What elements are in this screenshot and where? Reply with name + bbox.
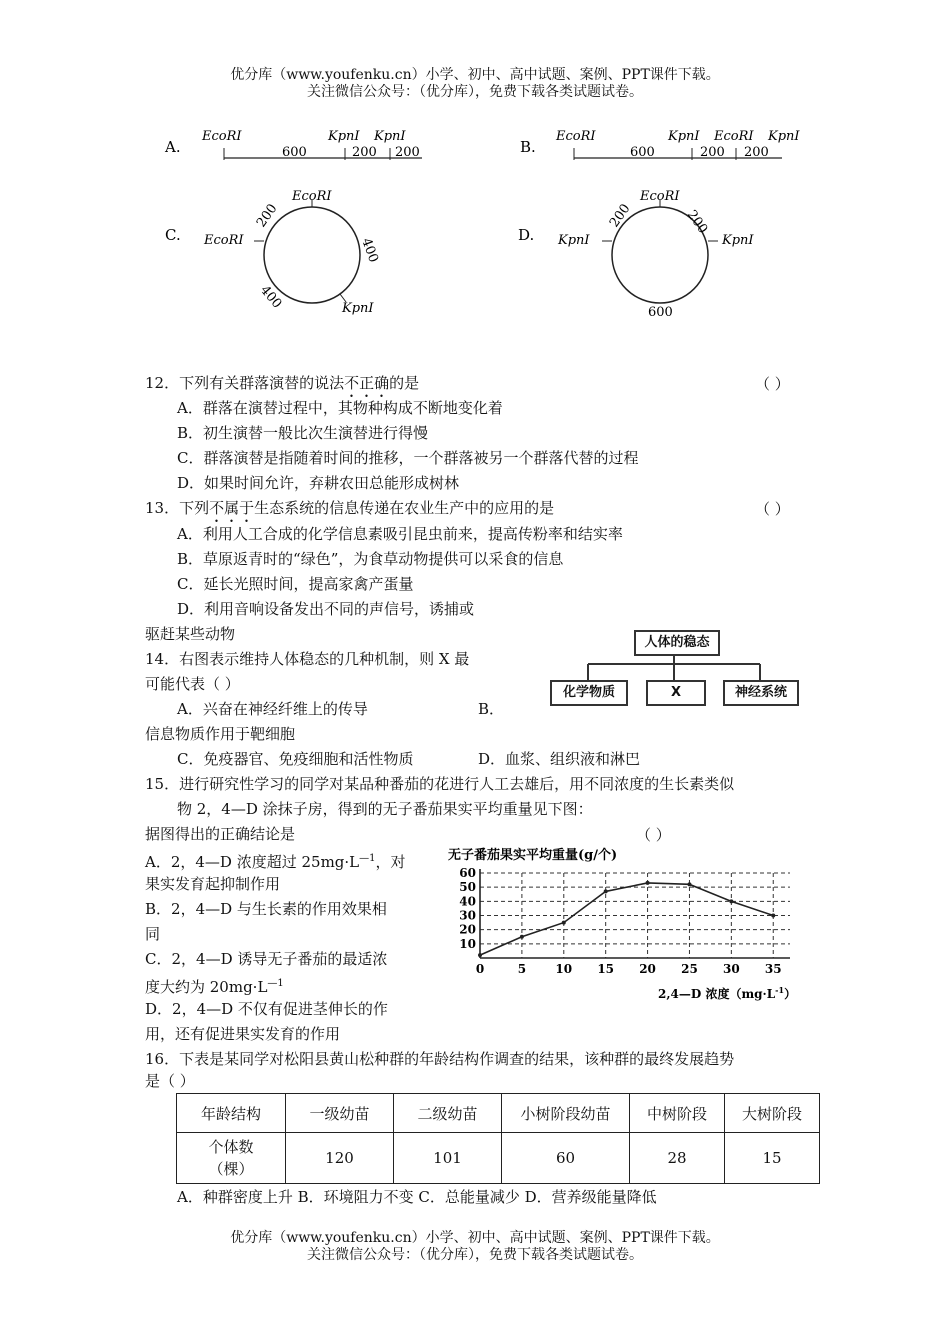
tomato-weight-chart <box>440 843 810 1005</box>
q15-option-d-1: D．2，4—D 不仅有促进茎伸长的作 <box>145 1000 388 1018</box>
map-c-kpni: KpnI <box>342 301 374 316</box>
q13-paren: （ ） <box>755 500 790 518</box>
map-a-kpni-2: KpnI <box>374 129 406 144</box>
map-c-len-400-right: 400 <box>358 236 381 265</box>
table-header: 一级幼苗 <box>286 1094 394 1133</box>
map-b-ecori-1: EcoRI <box>556 129 596 144</box>
map-d-ecori: EcoRI <box>640 189 680 204</box>
table-header: 小树阶段幼苗 <box>502 1094 630 1133</box>
q15-option-d-2: 用，还有促进果实发育的作用 <box>145 1025 341 1043</box>
q12-stem: 12．下列有关群落演替的说法不正确的是 <box>145 374 420 392</box>
table-row-label: 个体数 （棵） <box>177 1133 286 1184</box>
q15-stem-2: 物 2，4—D 涂抹子房，得到的无子番茄果实平均重量见下图： <box>177 800 593 818</box>
chart-point <box>646 881 650 885</box>
q15-option-a-2: 果实发育起抑制作用 <box>145 875 281 893</box>
chart-ytick-label: 20 <box>459 922 476 937</box>
table-header: 二级幼苗 <box>394 1094 502 1133</box>
option-a-label: A. <box>165 138 181 156</box>
table-row <box>177 1133 820 1184</box>
chart-point <box>562 921 566 925</box>
q12-option-a: A．群落在演替过程中，其物种构成不断地变化着 <box>177 399 503 417</box>
age-structure-table <box>176 1093 820 1184</box>
map-b-len-200b: 200 <box>744 145 769 160</box>
map-a-ecori: EcoRI <box>202 129 242 144</box>
chart-xtick-label: 35 <box>764 962 782 976</box>
diagram-x-box: X <box>646 680 706 706</box>
option-d-label: D. <box>518 226 535 244</box>
q13-option-b: B．草原返青时的“绿色”，为食草动物提供可以采食的信息 <box>177 550 564 568</box>
map-d-len-200-right: 200 <box>683 207 711 237</box>
header-line-2: 关注微信公众号：（优分库），免费下载各类试题试卷。 <box>307 84 643 100</box>
chart-ytick-label: 30 <box>459 908 476 923</box>
chart-point <box>478 953 482 957</box>
option-b-label: B. <box>520 138 536 156</box>
q15-paren: （ ） <box>636 826 671 844</box>
chart-ytick-label: 50 <box>459 880 476 895</box>
q16-options: A．种群密度上升 B．环境阻力不变 C．总能量减少 D．营养级能量降低 <box>177 1188 657 1206</box>
header-line-1: 优分库（www.youfenku.cn）小学、初中、高中试题、案例、PPT课件下载。 <box>230 67 720 83</box>
chart-xlabel: 2,4—D 浓度$(mg\cdot L^{-1})$ <box>658 985 797 1001</box>
table-header: 中树阶段 <box>630 1094 725 1133</box>
map-d-kpni-right: KpnI <box>722 233 754 248</box>
chart-ytick-label: 10 <box>459 936 476 951</box>
chart-xtick-label: 5 <box>517 962 527 976</box>
map-b-len-600: 600 <box>630 145 655 160</box>
table-cell: 101 <box>394 1133 502 1184</box>
map-c-len-200: 200 <box>253 201 281 231</box>
q12-option-c: C．群落演替是指随着时间的推移，一个群落被另一个群落代替的过程 <box>177 449 639 467</box>
map-c-ecori-left: EcoRI <box>204 233 244 248</box>
chart-ytick-label: 40 <box>459 894 476 909</box>
map-d-kpni-left: KpnI <box>558 233 590 248</box>
chart-ytick-label: 60 <box>459 866 476 880</box>
chart-xtick-label: 10 <box>555 962 573 976</box>
map-a-len-200a: 200 <box>352 145 377 160</box>
diagram-homeostasis-box: 人体的稳态 <box>634 630 720 656</box>
table-header-row <box>177 1094 820 1133</box>
table-cell: 15 <box>725 1133 820 1184</box>
q15-option-c-2: 度大约为 $20mg\cdot L^{—1}$ <box>145 978 284 996</box>
q13-option-d-1: D．利用音响设备发出不同的声信号，诱捕或 <box>177 600 475 618</box>
q15-option-c-1: C．2，4—D 诱导无子番茄的最适浓 <box>145 950 388 968</box>
q16-stem-2: 是（ ） <box>145 1072 195 1090</box>
q14-option-a: A．兴奋在神经纤维上的传导 <box>177 700 368 718</box>
chart-point <box>771 914 775 918</box>
table-cell: 120 <box>286 1133 394 1184</box>
chart-xtick-label: 0 <box>475 962 485 976</box>
chart-xtick-label: 15 <box>597 962 615 976</box>
chart-point <box>604 889 608 893</box>
q15-stem-3: 据图得出的正确结论是 <box>145 825 296 843</box>
q14-option-c: C．免疫器官、免疫细胞和活性物质 <box>177 750 414 768</box>
q14-option-d: D．血浆、组织液和淋巴 <box>478 750 641 768</box>
q13-stem: 13．下列不属于生态系统的信息传递在农业生产中的应用的是 <box>145 499 555 517</box>
table-cell: 28 <box>630 1133 725 1184</box>
chart-title: 无子番茄果实平均重量(g/个) <box>448 848 618 863</box>
diagram-nervous-box: 神经系统 <box>723 680 799 706</box>
table-cell: 60 <box>502 1133 630 1184</box>
map-a-len-200b: 200 <box>395 145 420 160</box>
q14-option-b-1: B． <box>478 700 505 718</box>
q14-stem-2: 可能代表（ ） <box>145 675 240 693</box>
q16-stem-1: 16．下表是某同学对松阳县黄山松种群的年龄结构作调查的结果，该种群的最终发展趋势 <box>145 1050 735 1068</box>
option-c-label: C. <box>165 226 181 244</box>
map-b-kpni-1: KpnI <box>668 129 700 144</box>
q12-option-b: B．初生演替一般比次生演替进行得慢 <box>177 424 429 442</box>
q14-stem-1: 14．右图表示维持人体稳态的几种机制，则 X 最 <box>145 650 470 668</box>
q13-option-d-2: 驱赶某些动物 <box>145 625 236 643</box>
map-b-len-200a: 200 <box>700 145 725 160</box>
q14-option-b-2: 信息物质作用于靶细胞 <box>145 725 296 743</box>
q12-option-d: D．如果时间允许，弃耕农田总能形成树林 <box>177 474 460 492</box>
table-header: 大树阶段 <box>725 1094 820 1133</box>
diagram-chemical-box: 化学物质 <box>550 680 628 706</box>
chart-xtick-label: 25 <box>681 962 698 976</box>
map-a-len-600: 600 <box>282 145 307 160</box>
map-c-len-400-left: 400 <box>256 282 285 312</box>
map-d-len-200-left: 200 <box>606 201 634 231</box>
map-a-kpni-1: KpnI <box>328 129 360 144</box>
map-b-kpni-2: KpnI <box>768 129 800 144</box>
q13-option-c: C．延长光照时间，提高家禽产蛋量 <box>177 575 414 593</box>
q12-paren: （ ） <box>755 375 790 393</box>
footer-line-1: 优分库（www.youfenku.cn）小学、初中、高中试题、案例、PPT课件下载。 <box>230 1230 720 1246</box>
q15-option-a-1: A．2，4—D 浓度超过 $25mg\cdot L^{—1}$，对 <box>145 853 406 871</box>
q15-option-b-1: B．2，4—D 与生长素的作用效果相 <box>145 900 387 918</box>
map-d-len-600: 600 <box>648 305 673 320</box>
chart-point <box>687 882 691 886</box>
map-b-ecori-2: EcoRI <box>714 129 754 144</box>
q15-option-b-2: 同 <box>145 925 161 943</box>
restriction-maps <box>150 120 830 325</box>
table-header: 年龄结构 <box>177 1094 286 1133</box>
map-c-ecori-top: EcoRI <box>292 189 332 204</box>
chart-xtick-label: 20 <box>639 962 656 976</box>
chart-xtick-label: 30 <box>722 962 740 976</box>
q15-stem-1: 15．进行研究性学习的同学对某品种番茄的花进行人工去雄后，用不同浓度的生长素类似 <box>145 775 735 793</box>
footer-line-2: 关注微信公众号：（优分库），免费下载各类试题试卷。 <box>307 1247 643 1263</box>
chart-point <box>729 899 733 903</box>
chart-point <box>520 935 524 939</box>
q13-option-a: A．利用人工合成的化学信息素吸引昆虫前来，提高传粉率和结实率 <box>177 525 623 543</box>
